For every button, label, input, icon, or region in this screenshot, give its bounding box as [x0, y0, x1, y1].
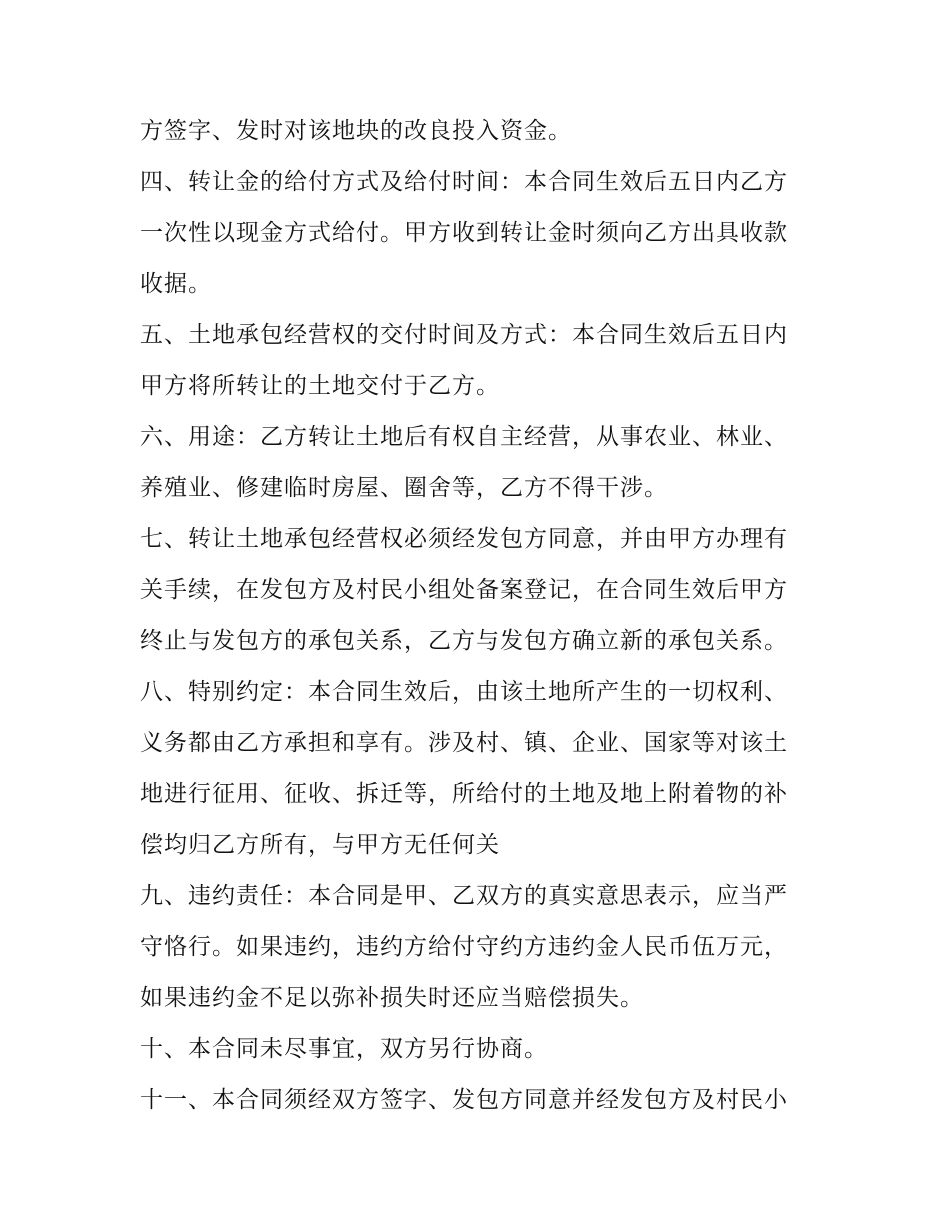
text-line: 如果违约金不足以弥补损失时还应当赔偿损失。 [140, 985, 644, 1011]
text-line: 关手续，在发包方及村民小组处备案登记，在合同生效后甲方 [140, 577, 788, 603]
text-line: 养殖业、修建临时房屋、圈舍等，乙方不得干涉。 [140, 475, 668, 501]
contract-body-text [140, 106, 820, 1126]
text-line: 八、特别约定：本合同生效后，由该土地所产生的一切权利、 [140, 679, 788, 705]
text-line: 甲方将所转让的土地交付于乙方。 [140, 373, 500, 399]
text-line: 守恪行。如果违约，违约方给付守约方违约金人民币伍万元， [140, 934, 788, 960]
text-line: 方签字、发时对该地块的改良投入资金。 [140, 118, 572, 144]
text-line: 地进行征用、征收、拆迁等，所给付的土地及地上附着物的补 [140, 781, 788, 807]
text-line: 终止与发包方的承包关系，乙方与发包方确立新的承包关系。 [140, 628, 788, 654]
text-line: 义务都由乙方承担和享有。涉及村、镇、企业、国家等对该土 [140, 730, 788, 756]
text-line: 一次性以现金方式给付。甲方收到转让金时须向乙方出具收款 [140, 220, 788, 246]
text-line: 偿均归乙方所有，与甲方无任何关 [140, 832, 500, 858]
text-line: 十、本合同未尽事宜，双方另行协商。 [140, 1036, 548, 1062]
text-line: 收据。 [140, 271, 212, 297]
text-line: 五、土地承包经营权的交付时间及方式：本合同生效后五日内 [140, 322, 788, 348]
text-line: 九、违约责任：本合同是甲、乙双方的真实意思表示，应当严 [140, 883, 788, 909]
text-line: 四、转让金的给付方式及给付时间：本合同生效后五日内乙方 [140, 169, 788, 195]
text-line: 六、用途：乙方转让土地后有权自主经营，从事农业、林业、 [140, 424, 788, 450]
text-line: 七、转让土地承包经营权必须经发包方同意，并由甲方办理有 [140, 526, 788, 552]
text-line: 十一、本合同须经双方签字、发包方同意并经发包方及村民小 [140, 1087, 788, 1113]
